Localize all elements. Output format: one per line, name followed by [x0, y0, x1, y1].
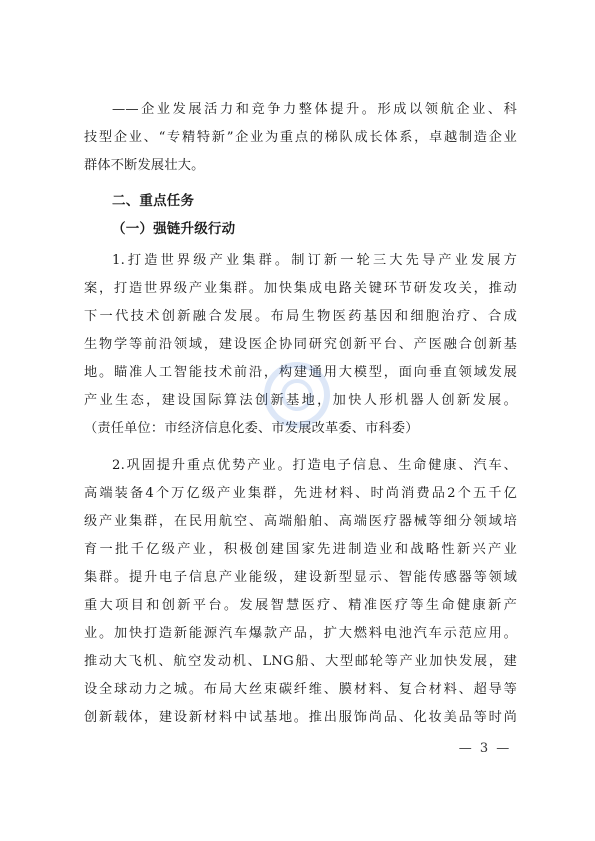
- text-line: 推动大飞机、航空发动机、LNG船、大型邮轮等产业加快发展，建: [84, 654, 517, 669]
- text-line: 集群。提升电子信息产业能级，建设新型显示、智能传感器等领域: [84, 570, 517, 585]
- subsection-heading: （一）强链升级行动: [112, 221, 236, 237]
- text-line: 案，打造世界级产业集群。加快集成电路关键环节研发攻关，推动: [84, 281, 517, 296]
- text-line: 育一批千亿级产业，积极创建国家先进制造业和战略性新兴产业: [84, 542, 517, 557]
- text-line: 技型企业、“专精特新”企业为重点的梯队成长体系，卓越制造企业: [84, 130, 517, 145]
- text-line: 群体不断发展壮大。: [84, 158, 205, 173]
- section-heading: 二、重点任务: [112, 193, 195, 209]
- text-line: （责任单位：市经济信息化委、市发展改革委、市科委）: [84, 421, 419, 436]
- text-line: 业。加快打造新能源汽车爆款产品，扩大燃料电池汽车示范应用。: [84, 626, 517, 641]
- text-line: 2.巩固提升重点优势产业。打造电子信息、生命健康、汽车、: [112, 458, 517, 473]
- text-line: 生物学等前沿领域，建设医企协同研究创新平台、产医融合创新基: [84, 337, 517, 352]
- text-line: 创新载体，建设新材料中试基地。推出服饰尚品、化妆美品等时尚: [84, 710, 517, 725]
- text-line: 下一代技术创新融合发展。布局生物医药基因和细胞治疗、合成: [84, 309, 517, 324]
- intro-paragraph: [84, 96, 517, 180]
- text-line: 产业生态，建设国际算法创新基地，加快人形机器人创新发展。: [84, 393, 517, 408]
- page-number: — 3 —: [458, 741, 512, 756]
- text-line: 重大项目和创新平台。发展智慧医疗、精准医疗等生命健康新产: [84, 598, 517, 613]
- item-2-paragraph: [84, 452, 517, 732]
- text-line: 高端装备4个万亿级产业集群，先进材料、时尚消费品2个五千亿: [84, 486, 517, 501]
- section-heading-block: [84, 187, 517, 215]
- text-line: 级产业集群，在民用航空、高端船舶、高端医疗器械等细分领域培: [84, 514, 517, 529]
- text-line: 地。瞄准人工智能技术前沿，构建通用大模型，面向垂直领域发展: [84, 365, 517, 380]
- subsection-heading-block: [84, 215, 517, 243]
- text-line: ——企业发展活力和竞争力整体提升。形成以领航企业、科: [112, 102, 517, 117]
- text-line: 1.打造世界级产业集群。制订新一轮三大先导产业发展方: [112, 253, 517, 268]
- text-line: 设全球动力之城。布局大丝束碳纤维、膜材料、复合材料、超导等: [84, 682, 517, 697]
